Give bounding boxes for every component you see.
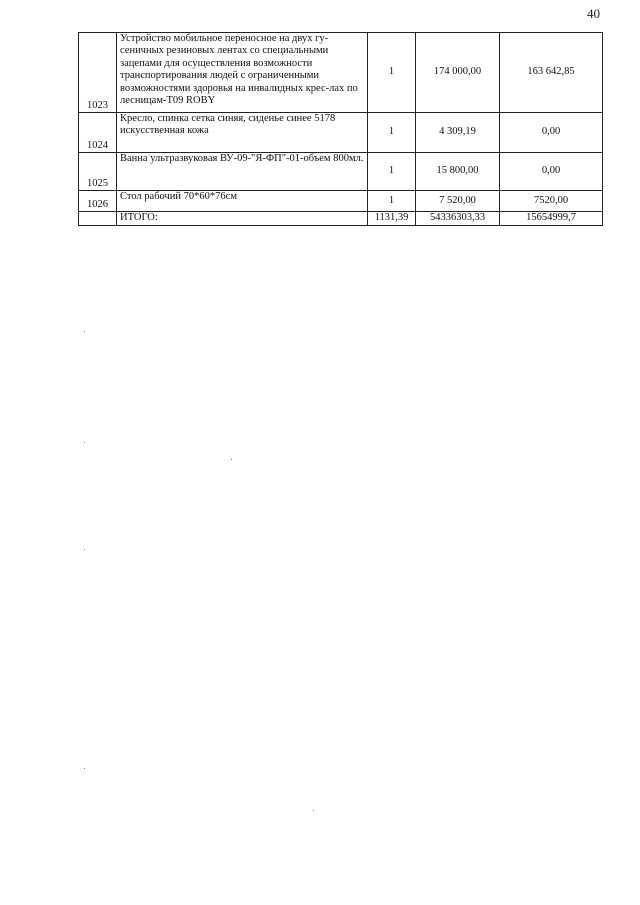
- table-row: [79, 153, 603, 191]
- scan-speck: [84, 442, 85, 443]
- item-description: Стол рабочий 70*60*76см: [117, 191, 368, 212]
- item-quantity: 1: [368, 191, 416, 212]
- item-description: Кресло, спинка сетка синяя, сиденье синее 5178 искусственная кожа: [117, 113, 368, 153]
- item-residual-value: 163 642,85: [500, 33, 603, 113]
- scan-speck: [84, 331, 85, 332]
- item-quantity: 1: [368, 33, 416, 113]
- inventory-table: [78, 32, 603, 226]
- row-number: 1026: [79, 191, 117, 212]
- total-empty-cell: [79, 212, 117, 226]
- total-price: 54336303,33: [416, 212, 500, 226]
- scan-speck: [231, 459, 232, 460]
- item-residual-value: 7520,00: [500, 191, 603, 212]
- item-quantity: 1: [368, 113, 416, 153]
- item-price: 4 309,19: [416, 113, 500, 153]
- total-quantity: 1131,39: [368, 212, 416, 226]
- table-row: [79, 113, 603, 153]
- row-number: 1024: [79, 113, 117, 153]
- scan-speck: [84, 768, 85, 769]
- item-price: 15 800,00: [416, 153, 500, 191]
- scan-speck: [313, 810, 314, 811]
- item-residual-value: 0,00: [500, 153, 603, 191]
- page-number: 40: [587, 6, 600, 21]
- total-row: [79, 212, 603, 226]
- item-price: 174 000,00: [416, 33, 500, 113]
- row-number: 1025: [79, 153, 117, 191]
- item-price: 7 520,00: [416, 191, 500, 212]
- item-residual-value: 0,00: [500, 113, 603, 153]
- row-number: 1023: [79, 33, 117, 113]
- item-quantity: 1: [368, 153, 416, 191]
- scan-speck: [84, 549, 85, 550]
- table-row: [79, 33, 603, 113]
- total-residual-value: 15654999,7: [500, 212, 603, 226]
- total-label: ИТОГО:: [117, 212, 368, 226]
- item-description: Ванна ультразвуковая ВУ-09-"Я-ФП"-01-объем 800мл.: [117, 153, 368, 191]
- table-row: [79, 191, 603, 212]
- item-description: Устройство мобильное переносное на двух гу-сеничных резиновых лентах со специальными зацепами для осуществления возможности транспортирования людей с ограниченными возможностями здоровья на инвалидных крес-лах по лесницам-Т09 ROBY: [117, 33, 368, 113]
